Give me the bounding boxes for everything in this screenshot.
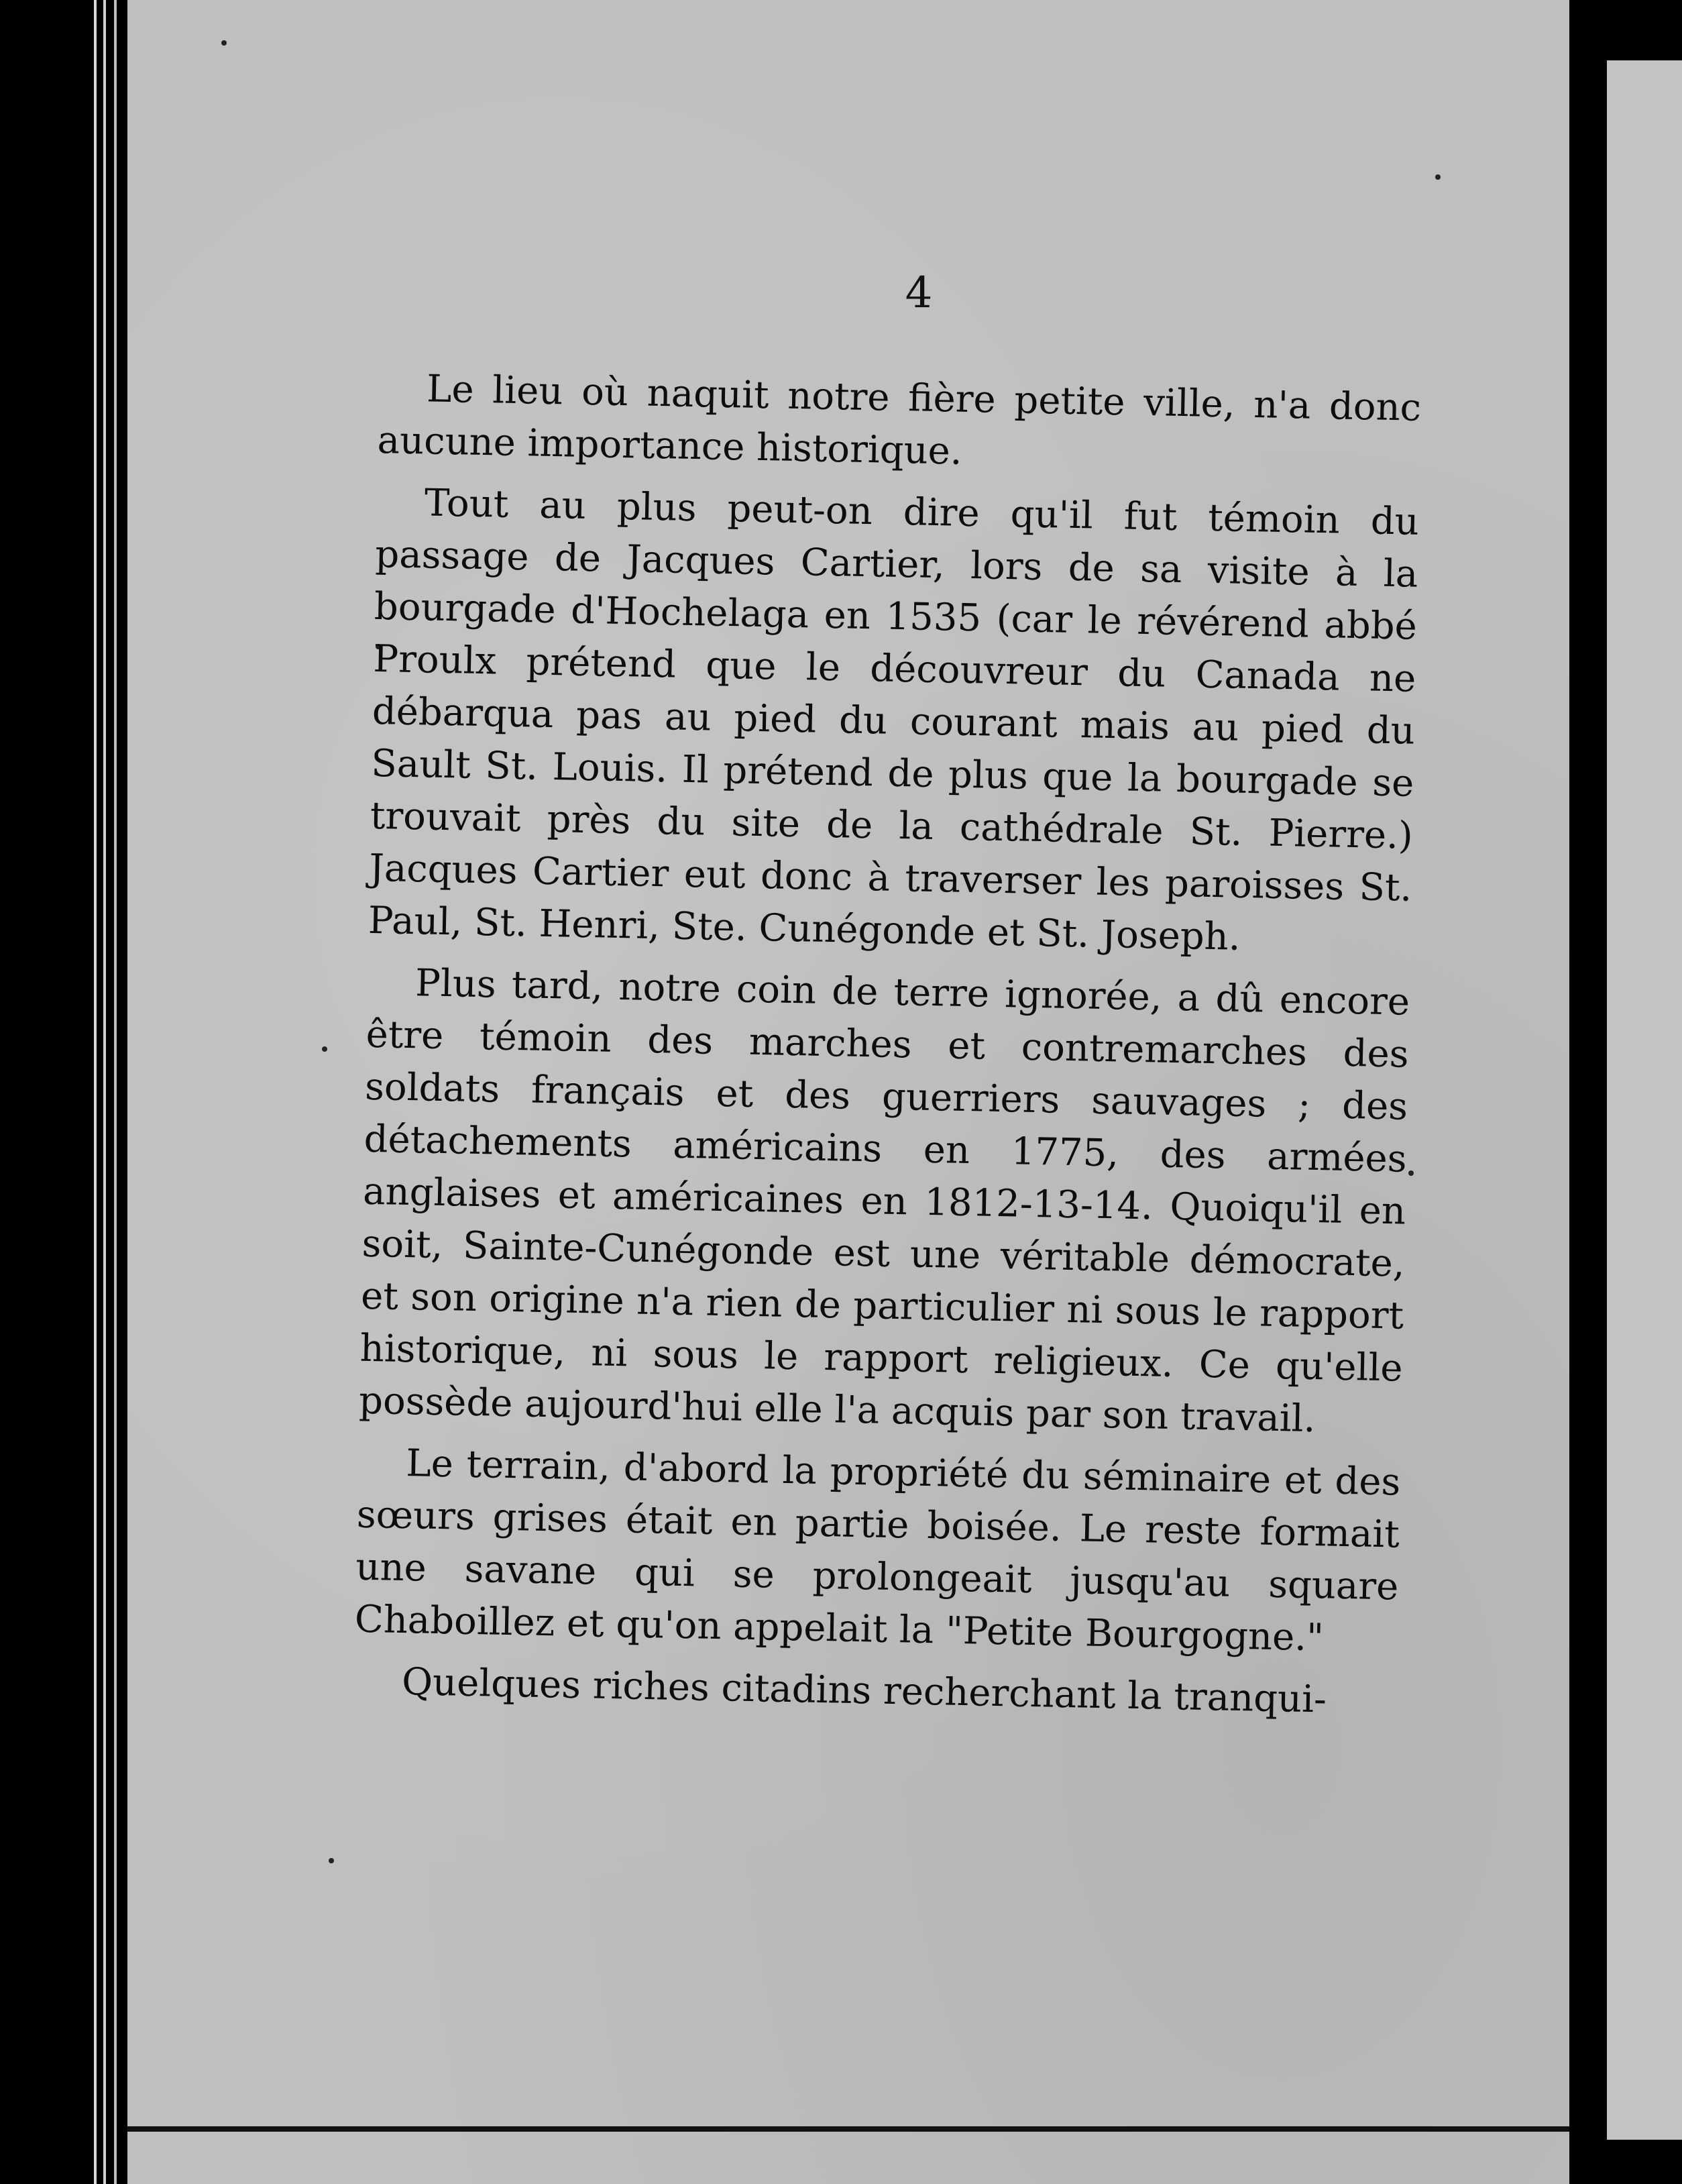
- paragraph: Tout au plus peut-on dire qu'il fut témoin du passage de Jacques Cartier, lors de sa visite à la bourgade d'Hochelaga en 1535 (car le révérend abbé Proulx prétend que le découvreur du Canada ne débarqua pas au pied du courant mais au pied du Sault St. Louis. Il prétend de plus que la bourgade se trouvait près du site de la cathédrale St. Pierre.) Jacques Cartier eut donc à traverser les paroisses St. Paul, St. Henri, Ste. Cunégonde et St. Joseph.: [368, 481, 1420, 959]
- stacked-page-edges: [87, 0, 127, 2184]
- dust-speck: [1435, 174, 1441, 180]
- page-bottom-edge: [127, 2126, 1569, 2132]
- paragraph: Quelques riches citadins recherchant la tranqui-: [401, 1660, 1327, 1722]
- dust-speck: [329, 1858, 334, 1863]
- dust-speck: [1408, 1170, 1414, 1176]
- paragraph: Le terrain, d'abord la propriété du séminaire et des sœurs grises était en partie boisée. Le reste formait une savane qui se prolongeait jusqu'au square Chaboillez et qu'on appelait la "Petite Bourgogne.": [354, 1441, 1401, 1660]
- body-text: [353, 362, 1421, 1737]
- adjacent-page-edge: [1607, 60, 1682, 2140]
- dust-speck: [322, 1046, 327, 1052]
- page-number: 4: [905, 268, 933, 318]
- paragraph: Plus tard, notre coin de terre ignorée, a dû encore être témoin des marches et contremarches des soldats français et des guerriers sauvages ; des détachements américains en 1775, des armées anglaises et américaines en 1812-13-14. Quoiqu'il en soit, Sainte-Cunégonde est une véritable démocrate, et son origine n'a rien de particulier ni sous le rapport historique, ni sous le rapport religieux. Ce qu'elle possède aujourd'hui elle l'a acquis par son travail.: [358, 961, 1410, 1441]
- right-page-gutter: [1596, 0, 1607, 2184]
- paragraph: Le lieu où naquit notre fière petite ville, n'a donc aucune importance historique.: [377, 367, 1422, 474]
- dust-speck: [221, 40, 227, 46]
